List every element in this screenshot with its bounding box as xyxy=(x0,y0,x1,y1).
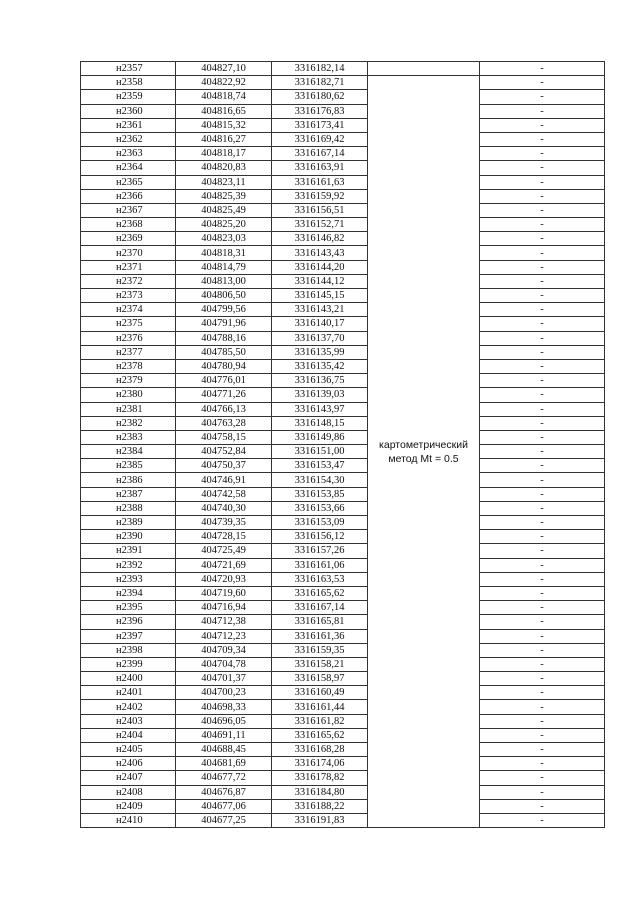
point-id-cell: н2409 xyxy=(81,799,176,813)
table-row xyxy=(81,459,605,473)
coordinate-table-page xyxy=(80,61,604,828)
table-row xyxy=(81,686,605,700)
accuracy-cell: - xyxy=(480,303,605,317)
table-row xyxy=(81,586,605,600)
table-row xyxy=(81,601,605,615)
x-coordinate-cell: 404771,26 xyxy=(176,388,272,402)
y-coordinate-cell: 3316161,44 xyxy=(272,700,368,714)
y-coordinate-cell: 3316180,62 xyxy=(272,90,368,104)
x-coordinate-cell: 404691,11 xyxy=(176,728,272,742)
x-coordinate-cell: 404825,39 xyxy=(176,189,272,203)
point-id-cell: н2362 xyxy=(81,132,176,146)
point-id-cell: н2358 xyxy=(81,76,176,90)
accuracy-cell: - xyxy=(480,672,605,686)
y-coordinate-cell: 3316144,12 xyxy=(272,274,368,288)
x-coordinate-cell: 404728,15 xyxy=(176,530,272,544)
x-coordinate-cell: 404700,23 xyxy=(176,686,272,700)
accuracy-cell: - xyxy=(480,246,605,260)
point-id-cell: н2363 xyxy=(81,147,176,161)
x-coordinate-cell: 404677,72 xyxy=(176,771,272,785)
x-coordinate-cell: 404676,87 xyxy=(176,785,272,799)
y-coordinate-cell: 3316160,49 xyxy=(272,686,368,700)
x-coordinate-cell: 404688,45 xyxy=(176,743,272,757)
y-coordinate-cell: 3316167,14 xyxy=(272,147,368,161)
table-row xyxy=(81,274,605,288)
point-id-cell: н2397 xyxy=(81,629,176,643)
x-coordinate-cell: 404742,58 xyxy=(176,487,272,501)
accuracy-cell: - xyxy=(480,799,605,813)
point-id-cell: н2368 xyxy=(81,218,176,232)
point-id-cell: н2376 xyxy=(81,331,176,345)
table-row xyxy=(81,104,605,118)
point-id-cell: н2408 xyxy=(81,785,176,799)
y-coordinate-cell: 3316178,82 xyxy=(272,771,368,785)
accuracy-cell: - xyxy=(480,274,605,288)
point-id-cell: н2405 xyxy=(81,743,176,757)
y-coordinate-cell: 3316143,21 xyxy=(272,303,368,317)
y-coordinate-cell: 3316165,62 xyxy=(272,728,368,742)
table-row xyxy=(81,813,605,827)
accuracy-cell: - xyxy=(480,62,605,76)
y-coordinate-cell: 3316168,28 xyxy=(272,743,368,757)
point-id-cell: н2359 xyxy=(81,90,176,104)
y-coordinate-cell: 3316154,30 xyxy=(272,473,368,487)
table-row xyxy=(81,62,605,76)
point-id-cell: н2382 xyxy=(81,416,176,430)
x-coordinate-cell: 404788,16 xyxy=(176,331,272,345)
point-id-cell: н2403 xyxy=(81,714,176,728)
x-coordinate-cell: 404806,50 xyxy=(176,289,272,303)
table-row xyxy=(81,246,605,260)
x-coordinate-cell: 404827,10 xyxy=(176,62,272,76)
x-coordinate-cell: 404823,11 xyxy=(176,175,272,189)
table-row xyxy=(81,416,605,430)
y-coordinate-cell: 3316153,66 xyxy=(272,501,368,515)
accuracy-cell: - xyxy=(480,501,605,515)
point-id-cell: н2396 xyxy=(81,615,176,629)
table-row xyxy=(81,501,605,515)
y-coordinate-cell: 3316161,06 xyxy=(272,558,368,572)
accuracy-cell: - xyxy=(480,728,605,742)
y-coordinate-cell: 3316144,20 xyxy=(272,260,368,274)
table-row xyxy=(81,487,605,501)
accuracy-cell: - xyxy=(480,643,605,657)
accuracy-cell: - xyxy=(480,629,605,643)
accuracy-cell: - xyxy=(480,714,605,728)
table-row xyxy=(81,260,605,274)
accuracy-cell: - xyxy=(480,132,605,146)
x-coordinate-cell: 404716,94 xyxy=(176,601,272,615)
accuracy-cell: - xyxy=(480,771,605,785)
accuracy-cell: - xyxy=(480,359,605,373)
y-coordinate-cell: 3316161,82 xyxy=(272,714,368,728)
point-id-cell: н2384 xyxy=(81,445,176,459)
x-coordinate-cell: 404791,96 xyxy=(176,317,272,331)
x-coordinate-cell: 404820,83 xyxy=(176,161,272,175)
point-id-cell: н2366 xyxy=(81,189,176,203)
table-row xyxy=(81,331,605,345)
point-id-cell: н2404 xyxy=(81,728,176,742)
x-coordinate-cell: 404815,32 xyxy=(176,118,272,132)
y-coordinate-cell: 3316191,83 xyxy=(272,813,368,827)
y-coordinate-cell: 3316135,42 xyxy=(272,359,368,373)
y-coordinate-cell: 3316159,35 xyxy=(272,643,368,657)
x-coordinate-cell: 404704,78 xyxy=(176,657,272,671)
y-coordinate-cell: 3316188,22 xyxy=(272,799,368,813)
accuracy-cell: - xyxy=(480,218,605,232)
accuracy-cell: - xyxy=(480,544,605,558)
table-row xyxy=(81,572,605,586)
x-coordinate-cell: 404721,69 xyxy=(176,558,272,572)
y-coordinate-cell: 3316153,85 xyxy=(272,487,368,501)
point-id-cell: н2391 xyxy=(81,544,176,558)
table-row xyxy=(81,700,605,714)
accuracy-cell: - xyxy=(480,445,605,459)
table-row xyxy=(81,743,605,757)
accuracy-cell: - xyxy=(480,76,605,90)
y-coordinate-cell: 3316182,14 xyxy=(272,62,368,76)
y-coordinate-cell: 3316158,21 xyxy=(272,657,368,671)
y-coordinate-cell: 3316143,43 xyxy=(272,246,368,260)
x-coordinate-cell: 404712,23 xyxy=(176,629,272,643)
point-id-cell: н2360 xyxy=(81,104,176,118)
x-coordinate-cell: 404720,93 xyxy=(176,572,272,586)
accuracy-cell: - xyxy=(480,388,605,402)
table-row xyxy=(81,218,605,232)
table-row xyxy=(81,785,605,799)
point-id-cell: н2385 xyxy=(81,459,176,473)
table-row xyxy=(81,147,605,161)
table-row xyxy=(81,516,605,530)
accuracy-cell: - xyxy=(480,686,605,700)
point-id-cell: н2374 xyxy=(81,303,176,317)
point-id-cell: н2395 xyxy=(81,601,176,615)
table-row xyxy=(81,90,605,104)
accuracy-cell: - xyxy=(480,785,605,799)
y-coordinate-cell: 3316158,97 xyxy=(272,672,368,686)
table-row xyxy=(81,132,605,146)
table-row xyxy=(81,76,605,90)
x-coordinate-cell: 404780,94 xyxy=(176,359,272,373)
x-coordinate-cell: 404701,37 xyxy=(176,672,272,686)
accuracy-cell: - xyxy=(480,473,605,487)
table-row xyxy=(81,203,605,217)
point-id-cell: н2389 xyxy=(81,516,176,530)
accuracy-cell: - xyxy=(480,161,605,175)
point-id-cell: н2377 xyxy=(81,345,176,359)
y-coordinate-cell: 3316153,47 xyxy=(272,459,368,473)
accuracy-cell: - xyxy=(480,175,605,189)
x-coordinate-cell: 404823,03 xyxy=(176,232,272,246)
accuracy-cell: - xyxy=(480,289,605,303)
point-id-cell: н2371 xyxy=(81,260,176,274)
point-id-cell: н2361 xyxy=(81,118,176,132)
point-id-cell: н2370 xyxy=(81,246,176,260)
point-id-cell: н2373 xyxy=(81,289,176,303)
accuracy-cell: - xyxy=(480,118,605,132)
x-coordinate-cell: 404818,17 xyxy=(176,147,272,161)
y-coordinate-cell: 3316173,41 xyxy=(272,118,368,132)
accuracy-cell: - xyxy=(480,189,605,203)
point-id-cell: н2381 xyxy=(81,402,176,416)
x-coordinate-cell: 404746,91 xyxy=(176,473,272,487)
y-coordinate-cell: 3316161,63 xyxy=(272,175,368,189)
x-coordinate-cell: 404712,38 xyxy=(176,615,272,629)
accuracy-cell: - xyxy=(480,601,605,615)
x-coordinate-cell: 404681,69 xyxy=(176,757,272,771)
accuracy-cell: - xyxy=(480,572,605,586)
x-coordinate-cell: 404752,84 xyxy=(176,445,272,459)
y-coordinate-cell: 3316156,12 xyxy=(272,530,368,544)
y-coordinate-cell: 3316137,70 xyxy=(272,331,368,345)
y-coordinate-cell: 3316167,14 xyxy=(272,601,368,615)
x-coordinate-cell: 404677,25 xyxy=(176,813,272,827)
accuracy-cell: - xyxy=(480,260,605,274)
table-row xyxy=(81,189,605,203)
x-coordinate-cell: 404725,49 xyxy=(176,544,272,558)
point-id-cell: н2410 xyxy=(81,813,176,827)
y-coordinate-cell: 3316184,80 xyxy=(272,785,368,799)
x-coordinate-cell: 404763,28 xyxy=(176,416,272,430)
accuracy-cell: - xyxy=(480,430,605,444)
y-coordinate-cell: 3316146,82 xyxy=(272,232,368,246)
table-row xyxy=(81,388,605,402)
y-coordinate-cell: 3316165,62 xyxy=(272,586,368,600)
y-coordinate-cell: 3316145,15 xyxy=(272,289,368,303)
point-id-cell: н2400 xyxy=(81,672,176,686)
point-id-cell: н2386 xyxy=(81,473,176,487)
table-row xyxy=(81,374,605,388)
point-id-cell: н2357 xyxy=(81,62,176,76)
x-coordinate-cell: 404825,20 xyxy=(176,218,272,232)
accuracy-cell: - xyxy=(480,345,605,359)
table-row xyxy=(81,289,605,303)
y-coordinate-cell: 3316143,97 xyxy=(272,402,368,416)
x-coordinate-cell: 404677,06 xyxy=(176,799,272,813)
point-id-cell: н2407 xyxy=(81,771,176,785)
table-row xyxy=(81,317,605,331)
y-coordinate-cell: 3316176,83 xyxy=(272,104,368,118)
x-coordinate-cell: 404776,01 xyxy=(176,374,272,388)
table-row xyxy=(81,558,605,572)
point-id-cell: н2365 xyxy=(81,175,176,189)
accuracy-cell: - xyxy=(480,586,605,600)
accuracy-cell: - xyxy=(480,487,605,501)
y-coordinate-cell: 3316152,71 xyxy=(272,218,368,232)
table-row xyxy=(81,445,605,459)
x-coordinate-cell: 404818,74 xyxy=(176,90,272,104)
x-coordinate-cell: 404825,49 xyxy=(176,203,272,217)
y-coordinate-cell: 3316169,42 xyxy=(272,132,368,146)
y-coordinate-cell: 3316163,53 xyxy=(272,572,368,586)
table-row xyxy=(81,175,605,189)
table-row xyxy=(81,345,605,359)
accuracy-cell: - xyxy=(480,615,605,629)
point-id-cell: н2364 xyxy=(81,161,176,175)
x-coordinate-cell: 404799,56 xyxy=(176,303,272,317)
y-coordinate-cell: 3316136,75 xyxy=(272,374,368,388)
x-coordinate-cell: 404818,31 xyxy=(176,246,272,260)
accuracy-cell: - xyxy=(480,317,605,331)
method-cell: картометрический метод Mt = 0.5 xyxy=(368,76,480,828)
x-coordinate-cell: 404816,27 xyxy=(176,132,272,146)
x-coordinate-cell: 404740,30 xyxy=(176,501,272,515)
accuracy-cell: - xyxy=(480,90,605,104)
coordinate-table xyxy=(80,61,605,828)
x-coordinate-cell: 404698,33 xyxy=(176,700,272,714)
y-coordinate-cell: 3316153,09 xyxy=(272,516,368,530)
y-coordinate-cell: 3316163,91 xyxy=(272,161,368,175)
table-row xyxy=(81,672,605,686)
table-row xyxy=(81,615,605,629)
table-row xyxy=(81,757,605,771)
point-id-cell: н2388 xyxy=(81,501,176,515)
y-coordinate-cell: 3316156,51 xyxy=(272,203,368,217)
accuracy-cell: - xyxy=(480,104,605,118)
y-coordinate-cell: 3316139,03 xyxy=(272,388,368,402)
coordinate-table-body xyxy=(81,62,605,828)
table-row xyxy=(81,402,605,416)
y-coordinate-cell: 3316140,17 xyxy=(272,317,368,331)
table-row xyxy=(81,629,605,643)
accuracy-cell: - xyxy=(480,757,605,771)
point-id-cell: н2379 xyxy=(81,374,176,388)
y-coordinate-cell: 3316174,06 xyxy=(272,757,368,771)
point-id-cell: н2392 xyxy=(81,558,176,572)
point-id-cell: н2401 xyxy=(81,686,176,700)
point-id-cell: н2383 xyxy=(81,430,176,444)
x-coordinate-cell: 404813,00 xyxy=(176,274,272,288)
x-coordinate-cell: 404758,15 xyxy=(176,430,272,444)
x-coordinate-cell: 404814,79 xyxy=(176,260,272,274)
x-coordinate-cell: 404750,37 xyxy=(176,459,272,473)
accuracy-cell: - xyxy=(480,147,605,161)
y-coordinate-cell: 3316149,86 xyxy=(272,430,368,444)
point-id-cell: н2387 xyxy=(81,487,176,501)
accuracy-cell: - xyxy=(480,374,605,388)
y-coordinate-cell: 3316159,92 xyxy=(272,189,368,203)
point-id-cell: н2402 xyxy=(81,700,176,714)
point-id-cell: н2393 xyxy=(81,572,176,586)
point-id-cell: н2380 xyxy=(81,388,176,402)
accuracy-cell: - xyxy=(480,416,605,430)
point-id-cell: н2369 xyxy=(81,232,176,246)
table-row xyxy=(81,530,605,544)
point-id-cell: н2367 xyxy=(81,203,176,217)
accuracy-cell: - xyxy=(480,558,605,572)
empty-method-cell xyxy=(368,62,480,76)
x-coordinate-cell: 404822,92 xyxy=(176,76,272,90)
accuracy-cell: - xyxy=(480,402,605,416)
table-row xyxy=(81,728,605,742)
accuracy-cell: - xyxy=(480,700,605,714)
accuracy-cell: - xyxy=(480,657,605,671)
table-row xyxy=(81,359,605,373)
point-id-cell: н2372 xyxy=(81,274,176,288)
point-id-cell: н2390 xyxy=(81,530,176,544)
accuracy-cell: - xyxy=(480,530,605,544)
x-coordinate-cell: 404709,34 xyxy=(176,643,272,657)
point-id-cell: н2375 xyxy=(81,317,176,331)
accuracy-cell: - xyxy=(480,516,605,530)
accuracy-cell: - xyxy=(480,813,605,827)
x-coordinate-cell: 404696,05 xyxy=(176,714,272,728)
point-id-cell: н2394 xyxy=(81,586,176,600)
y-coordinate-cell: 3316165,81 xyxy=(272,615,368,629)
accuracy-cell: - xyxy=(480,459,605,473)
point-id-cell: н2398 xyxy=(81,643,176,657)
accuracy-cell: - xyxy=(480,331,605,345)
table-row xyxy=(81,232,605,246)
y-coordinate-cell: 3316161,36 xyxy=(272,629,368,643)
x-coordinate-cell: 404785,50 xyxy=(176,345,272,359)
x-coordinate-cell: 404816,65 xyxy=(176,104,272,118)
table-row xyxy=(81,657,605,671)
accuracy-cell: - xyxy=(480,232,605,246)
accuracy-cell: - xyxy=(480,203,605,217)
y-coordinate-cell: 3316148,15 xyxy=(272,416,368,430)
x-coordinate-cell: 404739,35 xyxy=(176,516,272,530)
table-row xyxy=(81,799,605,813)
table-row xyxy=(81,544,605,558)
y-coordinate-cell: 3316182,71 xyxy=(272,76,368,90)
table-row xyxy=(81,161,605,175)
y-coordinate-cell: 3316151,00 xyxy=(272,445,368,459)
table-row xyxy=(81,643,605,657)
y-coordinate-cell: 3316157,26 xyxy=(272,544,368,558)
table-row xyxy=(81,118,605,132)
table-row xyxy=(81,303,605,317)
table-row xyxy=(81,714,605,728)
point-id-cell: н2378 xyxy=(81,359,176,373)
point-id-cell: н2406 xyxy=(81,757,176,771)
accuracy-cell: - xyxy=(480,743,605,757)
y-coordinate-cell: 3316135,99 xyxy=(272,345,368,359)
table-row xyxy=(81,771,605,785)
table-row xyxy=(81,473,605,487)
point-id-cell: н2399 xyxy=(81,657,176,671)
x-coordinate-cell: 404766,13 xyxy=(176,402,272,416)
x-coordinate-cell: 404719,60 xyxy=(176,586,272,600)
table-row xyxy=(81,430,605,444)
